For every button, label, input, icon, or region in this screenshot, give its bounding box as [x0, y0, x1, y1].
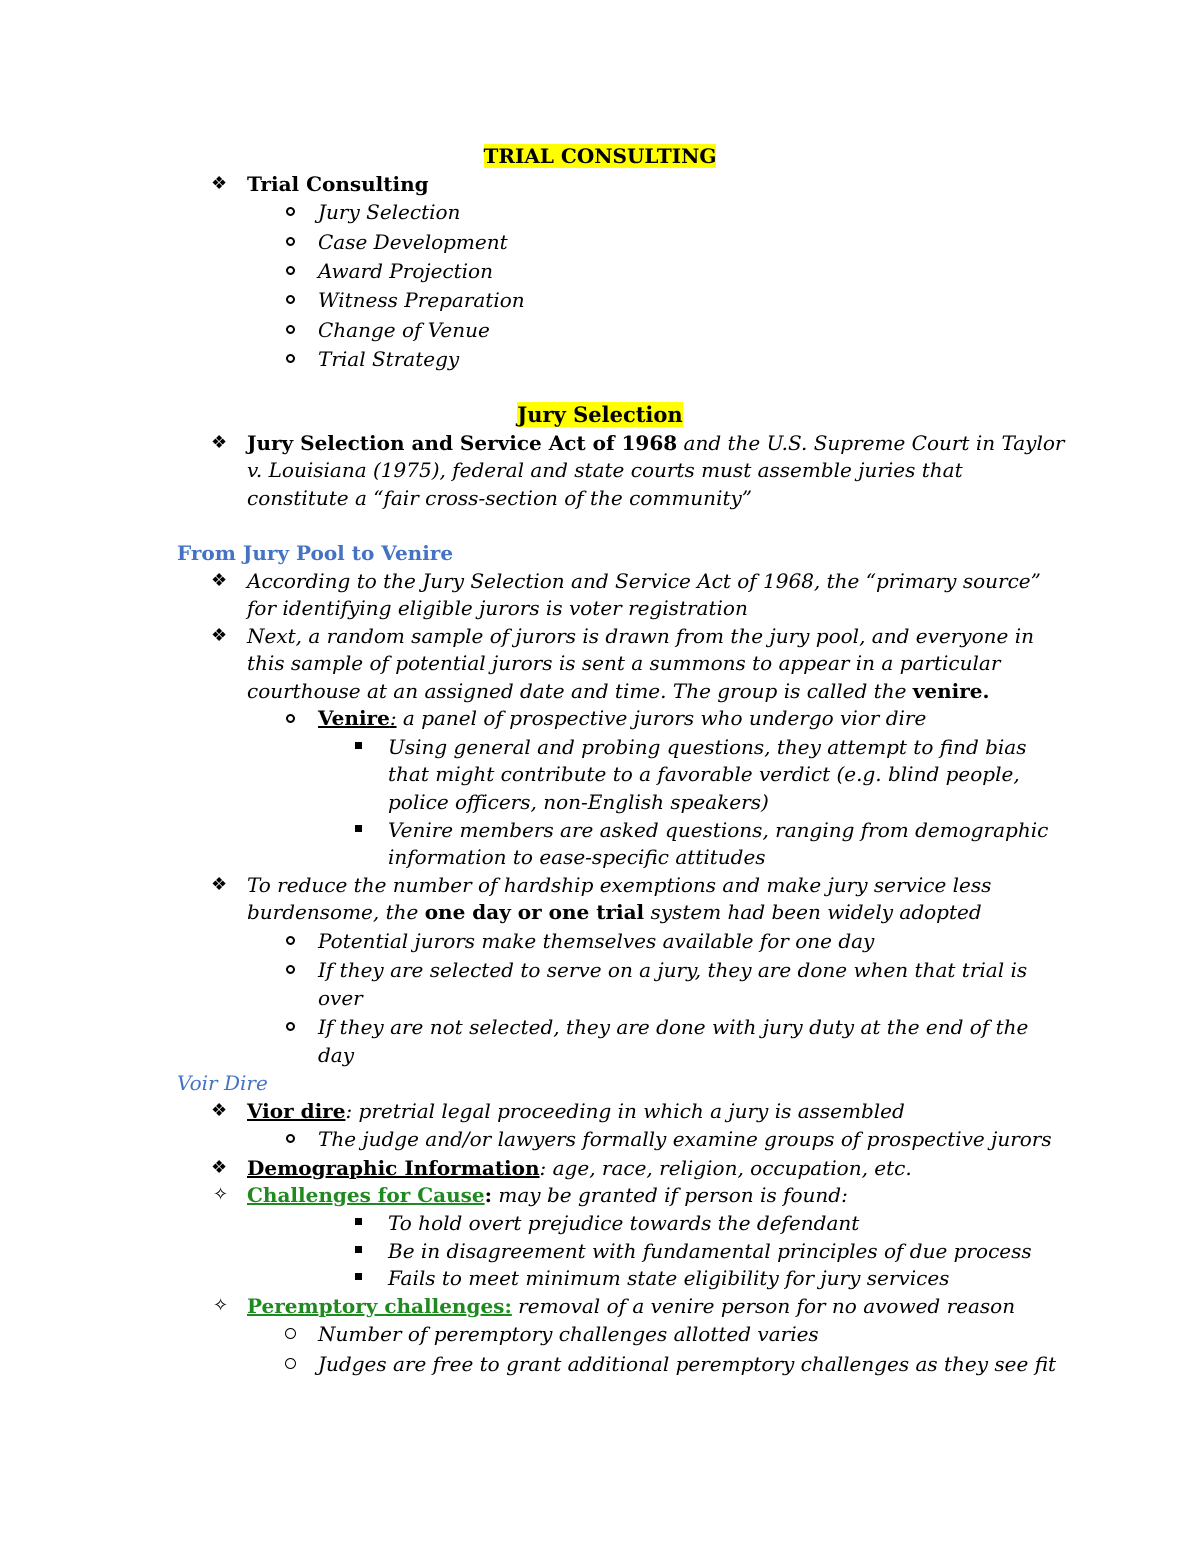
diamond-bullet-icon: ❖ — [211, 432, 228, 453]
section-title: Jury Selection — [517, 402, 683, 427]
paragraph-line: courthouse at an assigned date and time. The group is called the venire. — [247, 679, 990, 703]
circle-bullet-icon — [286, 295, 295, 304]
paragraph-line: According to the Jury Selection and Service Act of 1968, the “primary source” — [247, 569, 1041, 593]
list-item: To hold overt prejudice towards the defendant — [388, 1211, 860, 1235]
square-bullet-icon — [355, 742, 362, 749]
definition-line: Peremptory challenges: removal of a venire person for no avowed reason — [247, 1294, 1016, 1318]
list-item: Jury Selection — [318, 200, 461, 224]
circle-bullet-icon — [286, 266, 295, 275]
document-title: TRIAL CONSULTING — [483, 144, 717, 168]
circle-bullet-icon — [286, 936, 295, 945]
four-point-star-icon: ✧ — [213, 1295, 229, 1316]
circle-bullet-icon — [286, 1022, 295, 1031]
list-item: The judge and/or lawyers formally examine groups of prospective jurors — [318, 1127, 1052, 1151]
definition-line: Venire: a panel of prospective jurors who undergo vior dire — [318, 706, 927, 730]
square-bullet-icon — [355, 1218, 362, 1225]
list-item: over — [318, 986, 363, 1010]
definition-line: Vior dire: pretrial legal proceeding in which a jury is assembled — [247, 1099, 905, 1123]
square-bullet-icon — [355, 825, 362, 832]
paragraph-line: Using general and probing questions, they attempt to find bias — [388, 735, 1027, 759]
paragraph-line: constitute a “fair cross-section of the community” — [247, 486, 753, 510]
square-bullet-icon — [355, 1246, 362, 1253]
list-item: Be in disagreement with fundamental principles of due process — [388, 1239, 1032, 1263]
diamond-bullet-icon: ❖ — [211, 173, 228, 194]
list-item: Trial Strategy — [318, 347, 460, 371]
diamond-bullet-icon: ❖ — [211, 874, 228, 895]
diamond-bullet-icon: ❖ — [211, 1100, 228, 1121]
circle-bullet-icon — [286, 207, 295, 216]
diamond-bullet-icon: ❖ — [211, 1157, 228, 1178]
paragraph-line: To reduce the number of hardship exemptions and make jury service less — [247, 873, 992, 897]
paragraph-line: Jury Selection and Service Act of 1968 and the U.S. Supreme Court in Taylor — [247, 431, 1065, 455]
circle-bullet-icon — [286, 1134, 295, 1143]
paragraph-line: Next, a random sample of jurors is drawn from the jury pool, and everyone in — [247, 624, 1034, 648]
list-item: Fails to meet minimum state eligibility for jury services — [388, 1266, 950, 1290]
paragraph-line: burdensome, the one day or one trial system had been widely adopted — [247, 900, 982, 924]
list-item: Witness Preparation — [318, 288, 525, 312]
list-item: Award Projection — [318, 259, 493, 283]
circle-bullet-icon — [286, 965, 295, 974]
list-item: If they are not selected, they are done with jury duty at the end of the — [318, 1015, 1029, 1039]
paragraph-line: Venire members are asked questions, ranging from demographic — [388, 818, 1049, 842]
diamond-bullet-icon: ❖ — [211, 570, 228, 591]
circle-bullet-icon — [285, 1328, 296, 1339]
paragraph-line: information to ease-specific attitudes — [388, 845, 766, 869]
paragraph-line: that might contribute to a favorable verdict (e.g. blind people, — [388, 762, 1020, 786]
list-item: Number of peremptory challenges allotted varies — [318, 1322, 819, 1346]
diamond-bullet-icon: ❖ — [211, 625, 228, 646]
list-item: Judges are free to grant additional peremptory challenges as they see fit — [318, 1352, 1057, 1376]
paragraph-line: police officers, non-English speakers) — [388, 790, 769, 814]
list-item: day — [318, 1043, 355, 1067]
paragraph-line: v. Louisiana (1975), federal and state courts must assemble juries that — [247, 458, 963, 482]
circle-bullet-icon — [286, 354, 295, 363]
list-item: If they are selected to serve on a jury, they are done when that trial is — [318, 958, 1028, 982]
list-item: Potential jurors make themselves available for one day — [318, 929, 875, 953]
circle-bullet-icon — [285, 1358, 296, 1369]
section-heading: Trial Consulting — [247, 172, 429, 196]
paragraph-line: this sample of potential jurors is sent a summons to appear in a particular — [247, 651, 1001, 675]
list-item: Case Development — [318, 230, 508, 254]
circle-bullet-icon — [286, 325, 295, 334]
section-heading: From Jury Pool to Venire — [177, 541, 454, 565]
circle-bullet-icon — [286, 714, 295, 723]
definition-line: Demographic Information: age, race, religion, occupation, etc. — [247, 1156, 912, 1180]
definition-line: Challenges for Cause: may be granted if person is found: — [247, 1183, 848, 1207]
list-item: Change of Venue — [318, 318, 490, 342]
section-heading: Voir Dire — [177, 1071, 268, 1095]
square-bullet-icon — [355, 1273, 362, 1280]
four-point-star-icon: ✧ — [213, 1184, 229, 1205]
circle-bullet-icon — [286, 237, 295, 246]
paragraph-line: for identifying eligible jurors is voter registration — [247, 596, 748, 620]
